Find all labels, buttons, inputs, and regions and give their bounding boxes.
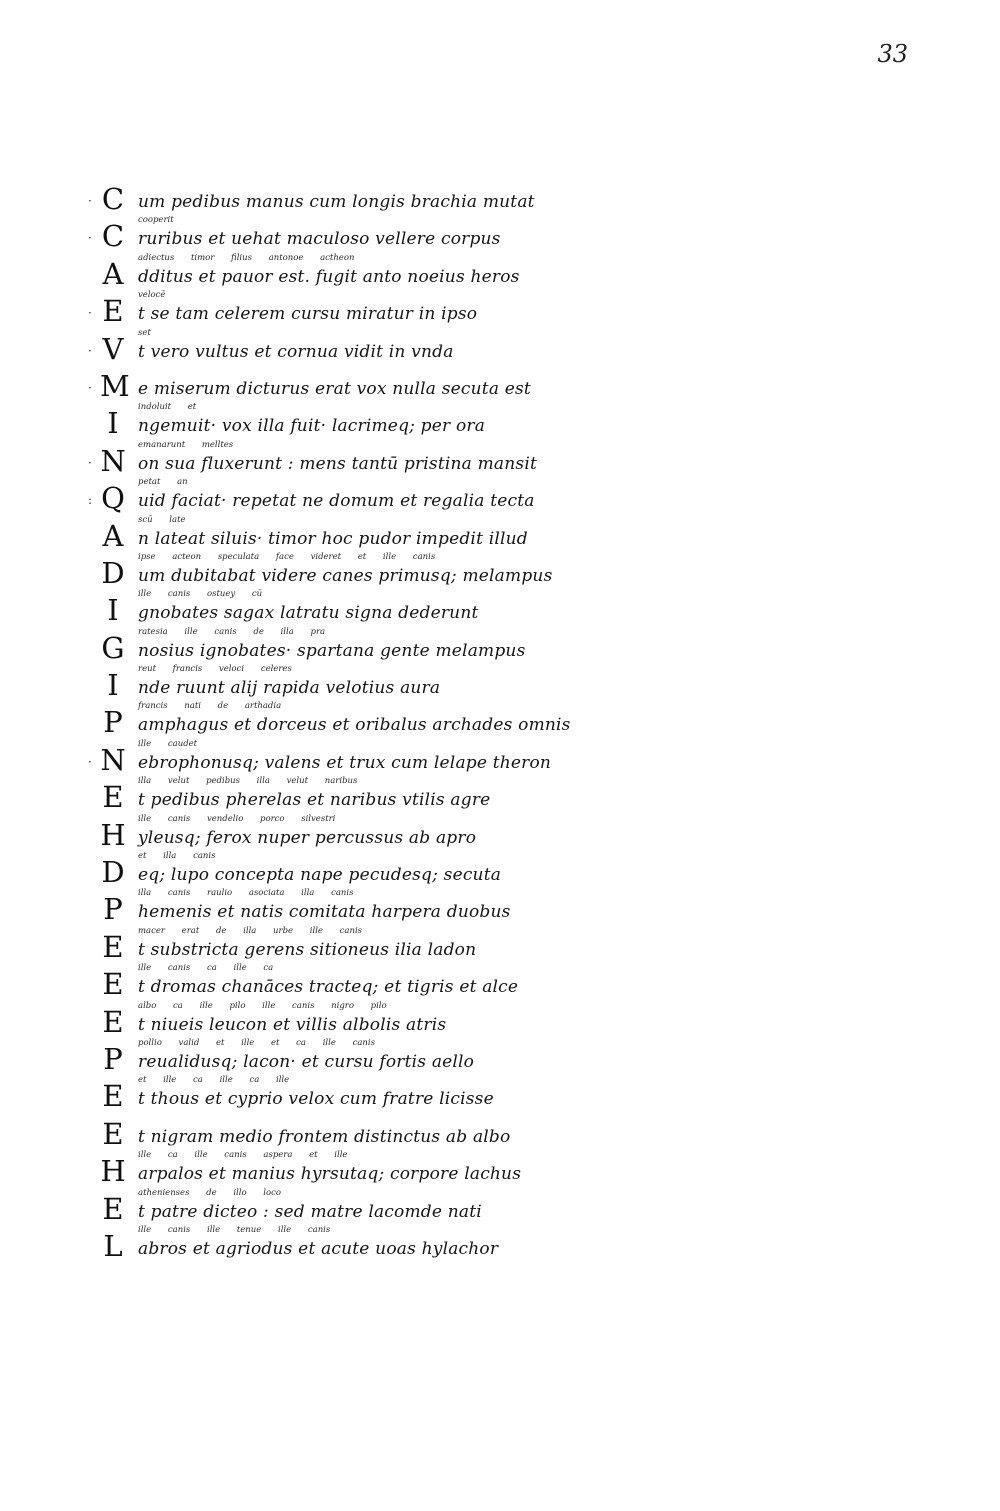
initial-letter: Q (101, 481, 125, 516)
verse-text: t se tam celerem cursu miratur in ipso (138, 304, 478, 325)
verse-text: t nigram medio frontem distinctus ab albo (138, 1126, 511, 1147)
verse-text: nosius ignobates· spartana gente melampus (138, 640, 526, 661)
verse-line (88, 589, 648, 630)
interlinear-gloss: athenienses de illo loco (138, 1187, 282, 1198)
verse-line (88, 1075, 648, 1116)
verse-text: abros et agriodus et acute uoas hylachor (138, 1238, 499, 1259)
initial-letter: D (101, 555, 125, 590)
manuscript-lines (88, 182, 648, 1266)
initial-letter: E (102, 967, 124, 1002)
verse-text: amphagus et dorceus et oribalus archades omnis (138, 715, 571, 736)
interlinear-gloss: et ille ca ille ca ille (138, 1075, 290, 1086)
verse-text: t thous et cyprio velox cum fratre licisse (138, 1089, 494, 1110)
interlinear-gloss: francis nati de arthadia (138, 701, 282, 712)
line-marker: : (88, 493, 93, 508)
initial-letter: P (103, 1041, 123, 1076)
verse-line (88, 963, 648, 1004)
verse-text: ebrophonusq; valens et trux cum lelape theron (138, 752, 552, 773)
interlinear-gloss: adiectus timor filius antonoe actheon (138, 252, 355, 263)
initial-letter: I (107, 406, 119, 441)
verse-text: t dromas chanāces tracteq; et tigris et alce (138, 977, 519, 998)
interlinear-gloss: ille ca ille canis aspera et ille (138, 1150, 348, 1161)
line-marker: · (88, 754, 92, 769)
verse-line (88, 215, 648, 256)
verse-line (88, 551, 648, 593)
verse-line (88, 701, 648, 742)
initial-letter: P (103, 705, 123, 740)
line-marker: · (88, 343, 92, 358)
initial-letter: I (107, 668, 119, 703)
verse-line (88, 252, 648, 294)
interlinear-gloss: ratesia ille canis de illa pra (138, 626, 326, 637)
interlinear-gloss: petat an (138, 477, 188, 488)
initial-letter: D (101, 855, 125, 890)
verse-text: gnobates sagax latratu signa dederunt (138, 603, 479, 624)
verse-line (88, 290, 648, 331)
initial-letter: E (102, 780, 124, 815)
initial-letter: H (100, 817, 126, 852)
verse-text: t niueis leucon et villis albolis atris (138, 1014, 447, 1035)
verse-text: arpalos et manius hyrsutaq; corpore lachus (138, 1164, 522, 1185)
interlinear-gloss: cooperit (138, 215, 174, 226)
initial-letter: A (102, 256, 124, 291)
verse-text: um dubitabat videre canes primusq; melampus (138, 565, 553, 586)
verse-line (88, 1224, 648, 1266)
initial-letter: I (107, 593, 119, 628)
interlinear-gloss: set (138, 327, 151, 338)
verse-text: n lateat siluis· timor hoc pudor impedit illud (138, 528, 528, 549)
verse-text: dditus et pauor est. fugit anto noeius heros (138, 266, 520, 287)
verse-line (88, 1187, 648, 1229)
line-marker: · (88, 306, 92, 321)
verse-line (88, 813, 648, 855)
interlinear-gloss: pollio valid et ille et ca ille canis (138, 1037, 375, 1048)
verse-line (88, 925, 648, 967)
verse-line (88, 1117, 648, 1154)
initial-letter: N (100, 443, 126, 478)
verse-line (88, 776, 648, 817)
interlinear-gloss: illa canis raulio asociata illa canis (138, 888, 354, 899)
interlinear-gloss: albo ca ille pilo ille canis nigro pilo (138, 1000, 387, 1011)
verse-line (88, 477, 648, 518)
verse-text: nde ruunt alij rapida velotius aura (138, 678, 441, 699)
verse-text: t patre dicteo : sed matre lacomde nati (138, 1201, 482, 1222)
verse-text: t vero vultus et cornua vidit in vnda (138, 341, 454, 362)
interlinear-gloss: scū late (138, 514, 186, 525)
line-marker: · (88, 194, 92, 208)
verse-text: uid faciat· repetat ne domum et regalia tecta (138, 491, 535, 512)
initial-letter: C (101, 219, 125, 254)
interlinear-gloss: et illa canis (138, 851, 216, 862)
initial-letter: G (101, 630, 125, 665)
verse-text: e miserum dicturus erat vox nulla secuta est (138, 378, 531, 399)
initial-letter: A (102, 518, 124, 553)
interlinear-gloss: ipse acteon speculata face videret et ille canis (138, 551, 436, 562)
line-marker: · (88, 380, 92, 395)
interlinear-gloss: ille canis ille tenue ille canis (138, 1224, 331, 1235)
interlinear-gloss: velocē (138, 290, 166, 301)
interlinear-gloss: ille caudet (138, 738, 198, 749)
initial-letter: E (102, 1079, 124, 1114)
verse-text: t substricta gerens sitioneus ilia ladon (138, 939, 477, 960)
initial-letter: M (100, 368, 130, 403)
interlinear-gloss: emanarunt melltes (138, 439, 234, 450)
verse-line (88, 1037, 648, 1079)
verse-text: hemenis et natis comitata harpera duobus (138, 902, 511, 923)
initial-letter: N (100, 742, 126, 777)
verse-line (88, 626, 648, 668)
interlinear-gloss: illa velut pedibus illa velut naribus (138, 776, 358, 787)
interlinear-gloss: ille canis ca ille ca (138, 963, 274, 974)
line-marker: · (88, 231, 92, 246)
initial-letter: L (103, 1228, 123, 1263)
interlinear-gloss: indoluit et (138, 402, 197, 413)
verse-text: t pedibus pherelas et naribus vtilis agre (138, 790, 491, 811)
verse-text: ruribus et uehat maculoso vellere corpus (138, 229, 501, 250)
verse-text: ngemuit· vox illa fuit· lacrimeq; per ora (138, 416, 486, 437)
verse-text: eq; lupo concepta nape pecudesq; secuta (138, 865, 502, 886)
verse-text: reualidusq; lacon· et cursu fortis aello (138, 1051, 475, 1072)
interlinear-gloss: ille canis ostuey cū (138, 589, 263, 600)
verse-line (88, 369, 648, 406)
verse-line (88, 738, 648, 780)
verse-text: yleusq; ferox nuper percussus ab apro (138, 827, 477, 848)
verse-line (88, 851, 648, 892)
initial-letter: P (103, 892, 123, 927)
interlinear-gloss: reut francis veloci celeres (138, 664, 292, 675)
initial-letter: E (102, 294, 124, 329)
verse-line (88, 514, 648, 556)
initial-letter: V (102, 331, 124, 366)
line-marker: · (88, 455, 92, 470)
initial-letter: E (102, 1116, 124, 1151)
initial-letter: E (102, 1191, 124, 1226)
verse-line (88, 402, 648, 443)
verse-line (88, 1000, 648, 1042)
verse-line (88, 1150, 648, 1191)
initial-letter: E (102, 1004, 124, 1039)
interlinear-gloss: ille canis vendelio porco silvestri (138, 813, 336, 824)
verse-line (88, 888, 648, 929)
verse-text: on sua fluxerunt : mens tantū pristina mansit (138, 453, 537, 474)
initial-letter: H (100, 1154, 126, 1189)
verse-line (88, 182, 648, 219)
initial-letter: E (102, 929, 124, 964)
page-number: 33 (877, 40, 908, 68)
initial-letter: C (101, 182, 125, 216)
verse-line (88, 327, 648, 369)
verse-line (88, 439, 648, 481)
verse-line (88, 664, 648, 705)
verse-text: um pedibus manus cum longis brachia mutat (138, 192, 535, 212)
interlinear-gloss: macer erat de illa urbe ille canis (138, 925, 363, 936)
